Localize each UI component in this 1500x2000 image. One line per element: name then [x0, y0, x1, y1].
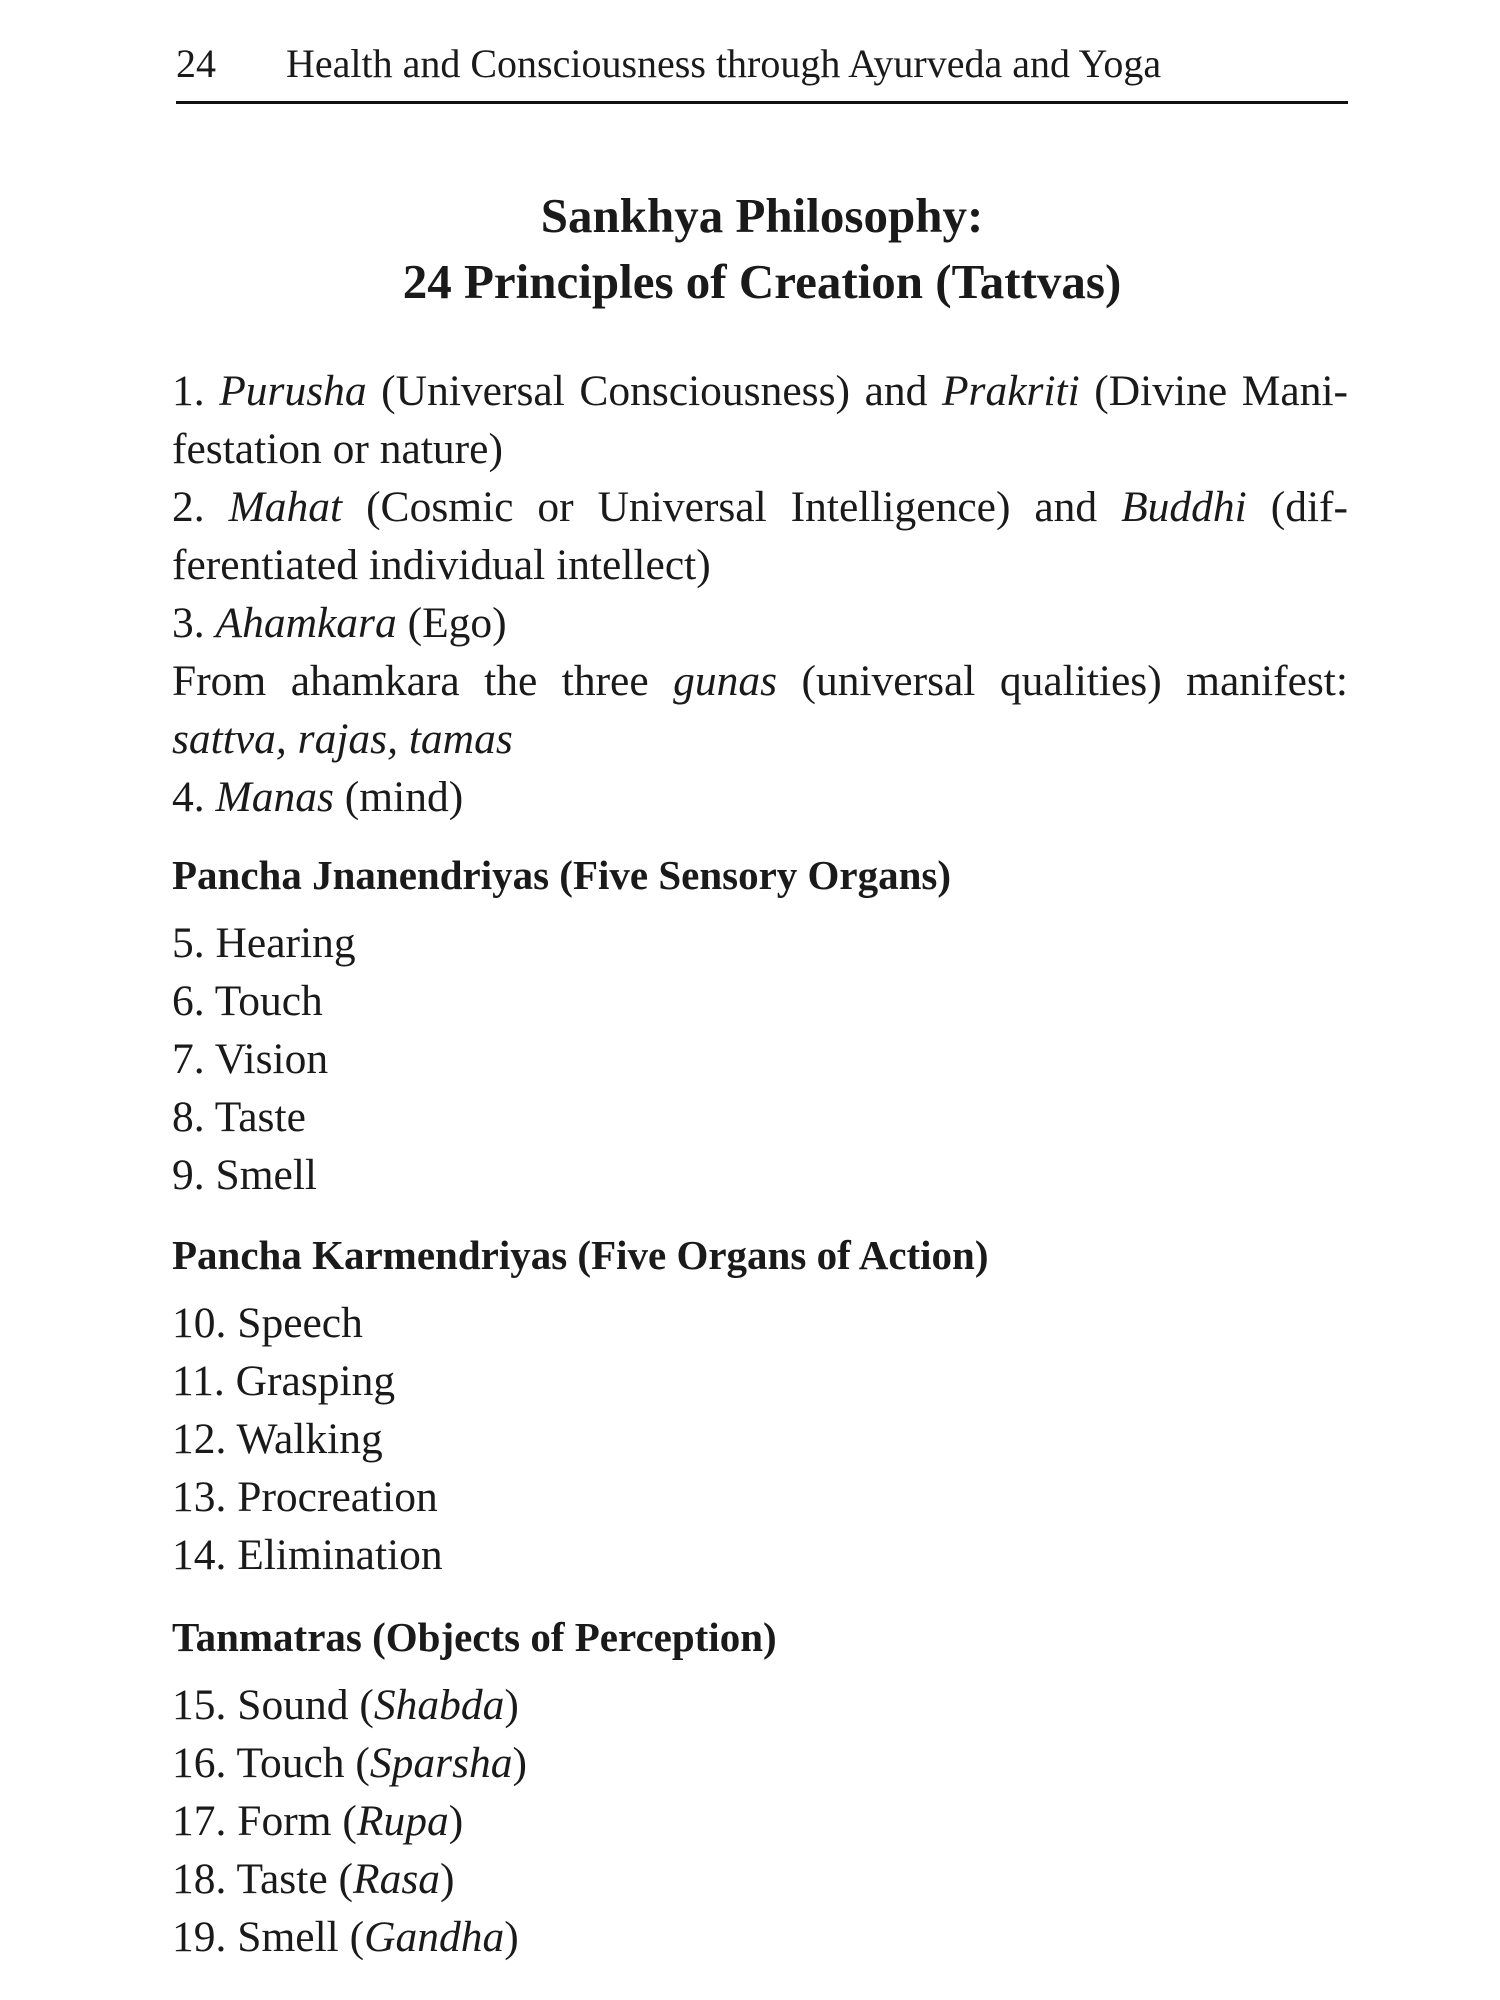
- running-title: Health and Consciousness through Ayurveda and Yoga: [286, 41, 1162, 86]
- principle-2-line-1: 2. Mahat (Cosmic or Universal Intelligence) and Buddhi (dif-: [172, 483, 1349, 531]
- list-item: 18. Taste (Rasa): [172, 1855, 455, 1903]
- tanmatras-heading: Tanmatras (Objects of Perception): [172, 1614, 777, 1660]
- section-title-line-1: Sankhya Philosophy:: [540, 188, 984, 243]
- list-item: 6. Touch: [172, 977, 323, 1025]
- list-item: 8. Taste: [172, 1093, 306, 1141]
- list-item: 14. Elimination: [172, 1531, 443, 1579]
- gunas-line-2: sattva, rajas, tamas: [172, 715, 513, 763]
- section-title-line-2: 24 Principles of Creation (Tattvas): [402, 254, 1122, 309]
- list-item: 17. Form (Rupa): [172, 1797, 464, 1845]
- page-number: 24: [176, 41, 216, 86]
- gunas-line-1: From ahamkara the three gunas (universal qualities) manifest:: [172, 657, 1348, 705]
- principle-3: 3. Ahamkara (Ego): [172, 599, 507, 647]
- list-item: 10. Speech: [172, 1299, 363, 1347]
- list-item: 5. Hearing: [172, 919, 356, 967]
- principle-2-line-2: ferentiated individual intellect): [172, 541, 711, 589]
- header-rule: [176, 101, 1348, 104]
- principle-1-line-1: 1. Purusha (Universal Consciousness) and Prakriti (Divine Mani-: [172, 367, 1349, 415]
- running-header: [176, 36, 1346, 100]
- list-item: 7. Vision: [172, 1035, 329, 1083]
- principle-1-line-2: festation or nature): [172, 425, 503, 473]
- list-item: 15. Sound (Shabda): [172, 1681, 519, 1729]
- list-item: 13. Procreation: [172, 1473, 438, 1521]
- action-organs-heading: Pancha Karmendriyas (Five Organs of Action): [172, 1232, 989, 1278]
- list-item: 9. Smell: [172, 1151, 318, 1199]
- sensory-organs-heading: Pancha Jnanendriyas (Five Sensory Organs): [172, 852, 952, 898]
- list-item: 19. Smell (Gandha): [172, 1913, 519, 1961]
- list-item: 11. Grasping: [172, 1357, 396, 1405]
- list-item: 12. Walking: [172, 1415, 383, 1463]
- list-item: 16. Touch (Sparsha): [172, 1739, 528, 1787]
- principle-4: 4. Manas (mind): [172, 773, 464, 821]
